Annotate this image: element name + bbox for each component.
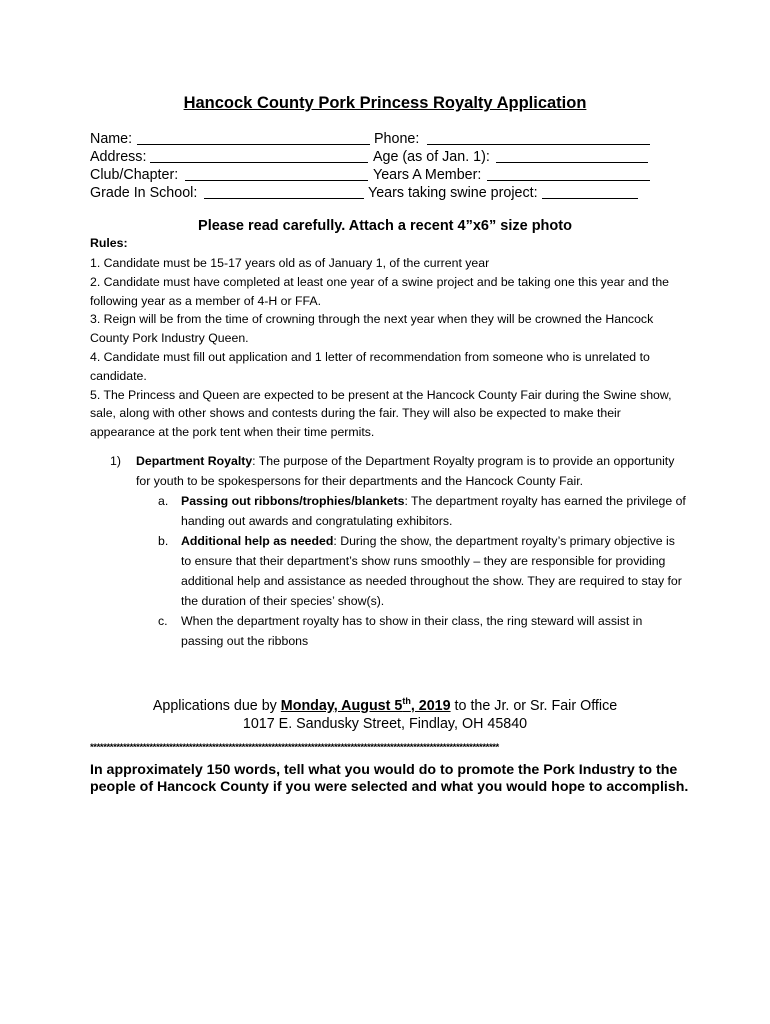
rule-item: 4. Candidate must fill out application and 1 letter of recommendation from someone who is unrelated to candidate. [90, 349, 650, 383]
department-heading: Department Royalty [136, 454, 253, 468]
list-item [136, 611, 688, 651]
essay-prompt: In approximately 150 words, tell what you would do to promote the Pork Industry to the people of Hancock County if you were selected and what you would hope to accomplish. [90, 762, 689, 795]
list-item [136, 531, 688, 611]
rules-list [90, 254, 680, 442]
due-date-year: , 2019 [410, 697, 451, 714]
swine-years-field[interactable] [542, 198, 638, 199]
department-text: : The purpose of the Department Royalty program is to provide an opportunity for youth to be spokespersons for their departments and the Hancock County Fair. [136, 454, 675, 488]
address-label: Address: [90, 149, 147, 165]
subitem-text: : During the show, the department royalty’s primary objective is to ensure that their department’s show runs smoothly – they are responsible for providing additional help and assistance as needed throughout the show. They are required to stay for the duration of their species’ show(s). [181, 534, 682, 608]
due-date-notice [0, 692, 770, 733]
swine-years-label: Years taking swine project: [368, 185, 538, 201]
club-label: Club/Chapter: [90, 167, 179, 183]
rule-item: 5. The Princess and Queen are expected to be present at the Hancock County Fair during the Swine show, sale, along with other shows and contests during the fair. They will also be expected to make their appearance at the pork tent when their time permits. [90, 387, 672, 440]
office-address: 1017 E. Sandusky Street, Findlay, OH 45840 [242, 715, 528, 732]
name-label: Name: [90, 131, 133, 147]
field-row-club-years [90, 166, 690, 184]
separator: **************************************************************************************************************************** [90, 742, 499, 753]
subitem-text: When the department royalty has to show in their class, the ring steward will assist in passing out the ribbons [181, 614, 643, 648]
age-label: Age (as of Jan. 1): [373, 149, 490, 165]
due-date-suffix: th [402, 696, 411, 706]
due-date [281, 698, 451, 714]
list-item [136, 491, 688, 531]
list-number: 1) [110, 454, 121, 468]
field-row-name-phone [90, 130, 690, 148]
rules-label: Rules: [90, 236, 128, 250]
rule-item: 1. Candidate must be 15-17 years old as of January 1, of the current year [90, 256, 490, 270]
rule-item: 2. Candidate must have completed at least one year of a swine project and be taking one this year and the following year as a member of 4-H or FFA. [90, 274, 669, 308]
field-row-address-age [90, 148, 690, 166]
subitem-text: : The department royalty has earned the privilege of handing out awards and congratulating exhibitors. [181, 494, 686, 528]
subitem-heading: Additional help as needed [181, 534, 334, 548]
due-date-line [0, 692, 770, 715]
photo-instructions: Please read carefully. Attach a recent 4”x6” size photo [198, 218, 572, 234]
phone-label: Phone: [374, 131, 420, 147]
department-intro [136, 451, 688, 491]
page-title: Hancock County Pork Princess Royalty Application [183, 94, 587, 112]
years-member-label: Years A Member: [373, 167, 482, 183]
subitem-heading: Passing out ribbons/trophies/blankets [181, 494, 405, 508]
years-member-field[interactable] [487, 180, 650, 181]
list-letter: b. [158, 534, 169, 548]
grade-label: Grade In School: [90, 185, 198, 201]
name-field[interactable] [137, 144, 370, 145]
club-field[interactable] [185, 180, 368, 181]
grade-field[interactable] [204, 198, 364, 199]
rule-item: 3. Reign will be from the time of crowning through the next year when they will be crowned the Hancock County Pork Industry Queen. [90, 312, 654, 346]
list-letter: c. [158, 614, 168, 628]
list-letter: a. [158, 494, 169, 508]
due-suffix: to the Jr. or Sr. Fair Office [450, 697, 618, 714]
due-prefix: Applications due by [152, 697, 281, 714]
due-date-main: Monday, August 5 [280, 697, 403, 714]
phone-field[interactable] [427, 144, 650, 145]
field-row-grade-swine [90, 184, 690, 202]
address-field[interactable] [150, 162, 368, 163]
department-royalty-body [136, 451, 688, 651]
age-field[interactable] [496, 162, 648, 163]
